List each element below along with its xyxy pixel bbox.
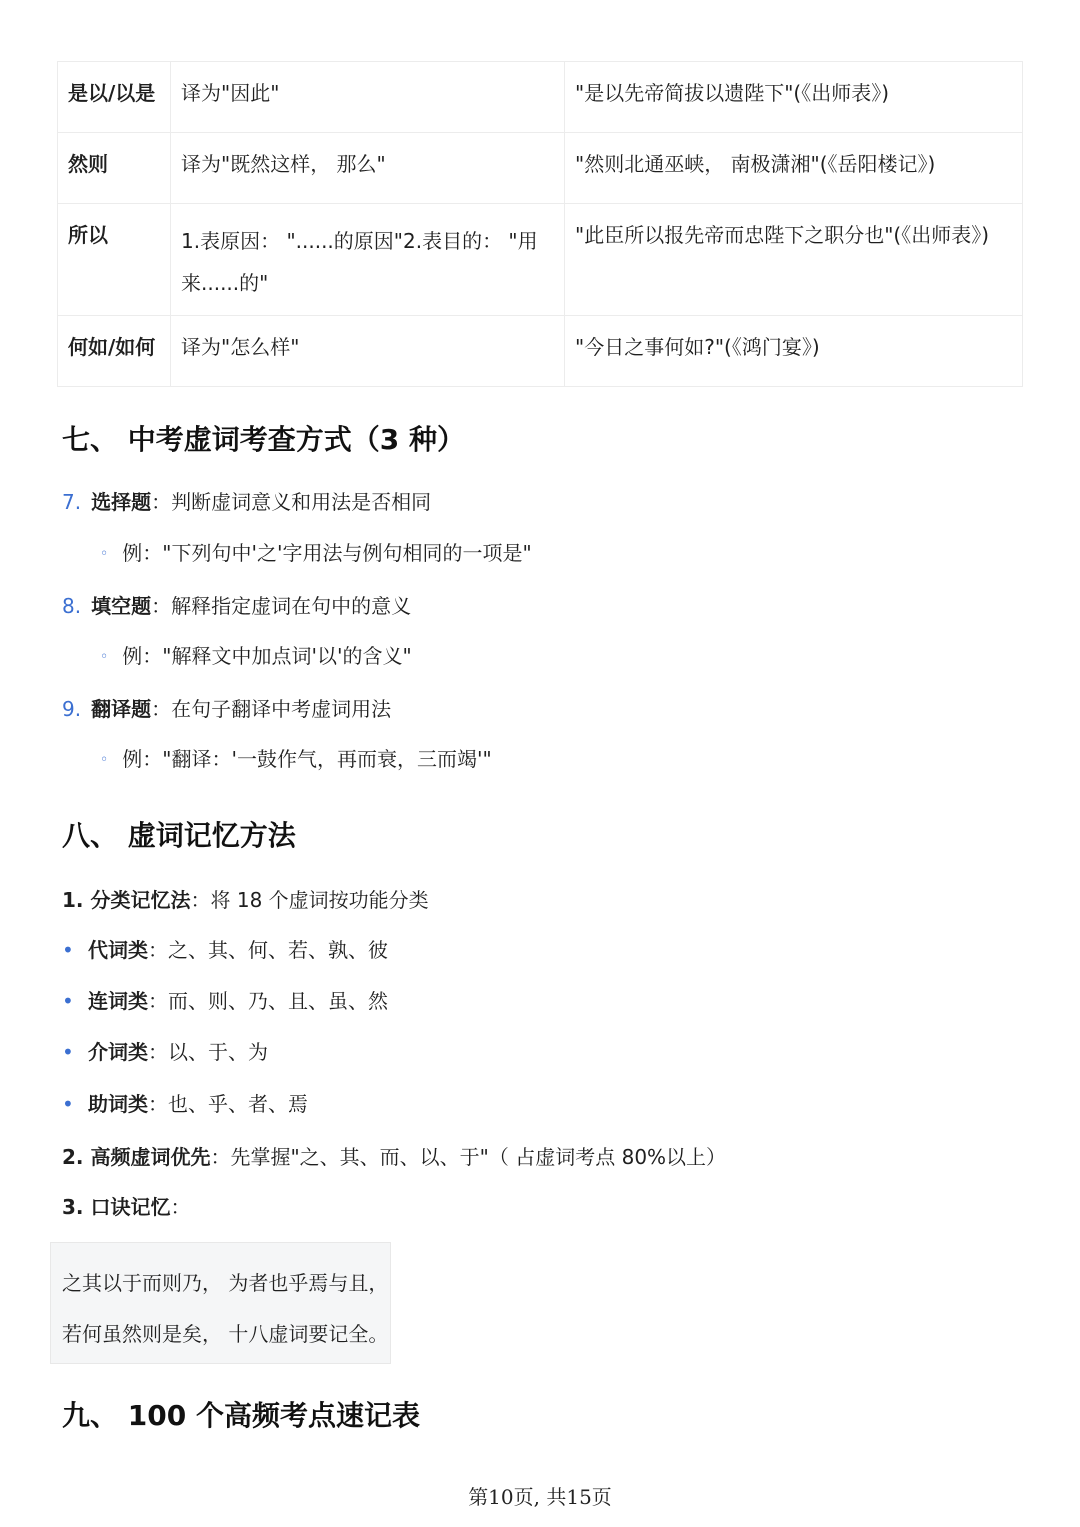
item-sep: ： [151,594,172,618]
bullet-label: 助词类 [88,1092,148,1116]
bullet-item [62,1036,268,1065]
meaning-line: 来......的" [181,271,269,295]
list-number: 7. [62,490,82,514]
item-sep: ： [151,697,172,721]
bullet-item [62,985,388,1014]
method-1 [62,884,429,913]
list-item [62,486,431,515]
list-item [62,590,411,619]
bullet-sep: ： [148,1092,168,1116]
list-item [62,693,391,722]
function-word-table [57,61,1023,387]
item-text: 在句子翻译中考虚词用法 [171,697,392,721]
bullet-sep: ： [148,989,168,1013]
section-9-heading: 九、 100 个高频考点速记表 [62,1399,420,1432]
table-cell-meaning: 译为"怎么样" [171,316,565,387]
section-8-heading: 八、 虚词记忆方法 [62,819,296,852]
list-number: 9. [62,697,82,721]
method-2 [62,1141,726,1170]
method-label: 1. 分类记忆法 [62,888,191,912]
table-cell-example: "此臣所以报先帝而忠陛下之职分也"(《出师表》) [565,204,1023,316]
method-sep: ： [210,1145,231,1169]
bullet-dot-icon: • [62,1092,74,1116]
table-row [58,62,1023,133]
bullet-label: 连词类 [88,989,148,1013]
table-cell-meaning: 译为"因此" [171,62,565,133]
bullet-dot-icon: • [62,989,74,1013]
item-sep: ： [151,490,172,514]
method-text: 将 18 个虚词按功能分类 [210,888,429,912]
method-sep: ： [190,888,211,912]
bullet-sep: ： [148,1040,168,1064]
sub-label: 例： [122,747,163,771]
sub-label: 例： [122,644,163,668]
table-cell-word: 所以 [58,204,171,316]
method-label: 3. 口诀记忆 [62,1195,171,1219]
list-number: 8. [62,594,82,618]
circle-bullet-icon: ◦ [100,752,109,768]
method-label: 2. 高频虚词优先 [62,1145,211,1169]
bullet-text: 以、于、为 [168,1040,268,1064]
method-3 [62,1191,190,1220]
item-label: 填空题 [91,594,152,618]
rhyme-line: 若何虽然则是矣， 十八虚词要记全。 [62,1322,389,1346]
table-cell-word: 是以/以是 [58,62,171,133]
table-cell-meaning [171,204,565,316]
sub-text: "翻译：'一鼓作气，再而衰，三而竭'" [162,747,492,771]
bullet-text: 之、其、何、若、孰、彼 [168,938,388,962]
bullet-text: 而、则、乃、且、虽、然 [168,989,388,1013]
table-cell-example: "今日之事何如?"(《鸿门宴》) [565,316,1023,387]
bullet-item [62,1088,308,1117]
item-text: 解释指定虚词在句中的意义 [171,594,412,618]
table-row [58,316,1023,387]
bullet-dot-icon: • [62,938,74,962]
rhyme-quote-box [50,1242,391,1364]
item-text: 判断虚词意义和用法是否相同 [171,490,432,514]
table-cell-word: 然则 [58,133,171,204]
bullet-sep: ： [148,938,168,962]
table-row [58,133,1023,204]
sub-text: "解释文中加点词'以'的含义" [162,644,412,668]
bullet-label: 介词类 [88,1040,148,1064]
table-cell-example: "然则北通巫峡， 南极潇湘"(《岳阳楼记》) [565,133,1023,204]
page-number-footer: 第10页, 共15页 [468,1485,612,1509]
method-text: 先掌握"之、其、而、以、于"（ 占虚词考点 80%以上） [230,1145,727,1169]
sub-list-item [100,640,412,669]
circle-bullet-icon: ◦ [100,546,109,562]
bullet-label: 代词类 [88,938,148,962]
sub-list-item [100,743,492,772]
rhyme-line: 之其以于而则乃， 为者也乎焉与且， [62,1271,389,1295]
item-label: 翻译题 [91,697,152,721]
bullet-dot-icon: • [62,1040,74,1064]
table-cell-meaning: 译为"既然这样， 那么" [171,133,565,204]
section-7-heading: 七、 中考虚词考查方式（3 种） [62,423,465,456]
sub-list-item [100,537,532,566]
bullet-item [62,934,388,963]
bullet-text: 也、乎、者、焉 [168,1092,308,1116]
meaning-line: 1.表原因： "......的原因"2.表目的： "用 [181,229,538,253]
item-label: 选择题 [91,490,152,514]
sub-label: 例： [122,541,163,565]
circle-bullet-icon: ◦ [100,649,109,665]
sub-text: "下列句中'之'字用法与例句相同的一项是" [162,541,532,565]
method-sep: ： [170,1195,191,1219]
table-cell-word: 何如/如何 [58,316,171,387]
table-row [58,204,1023,316]
table-cell-example: "是以先帝简拔以遗陛下"(《出师表》) [565,62,1023,133]
